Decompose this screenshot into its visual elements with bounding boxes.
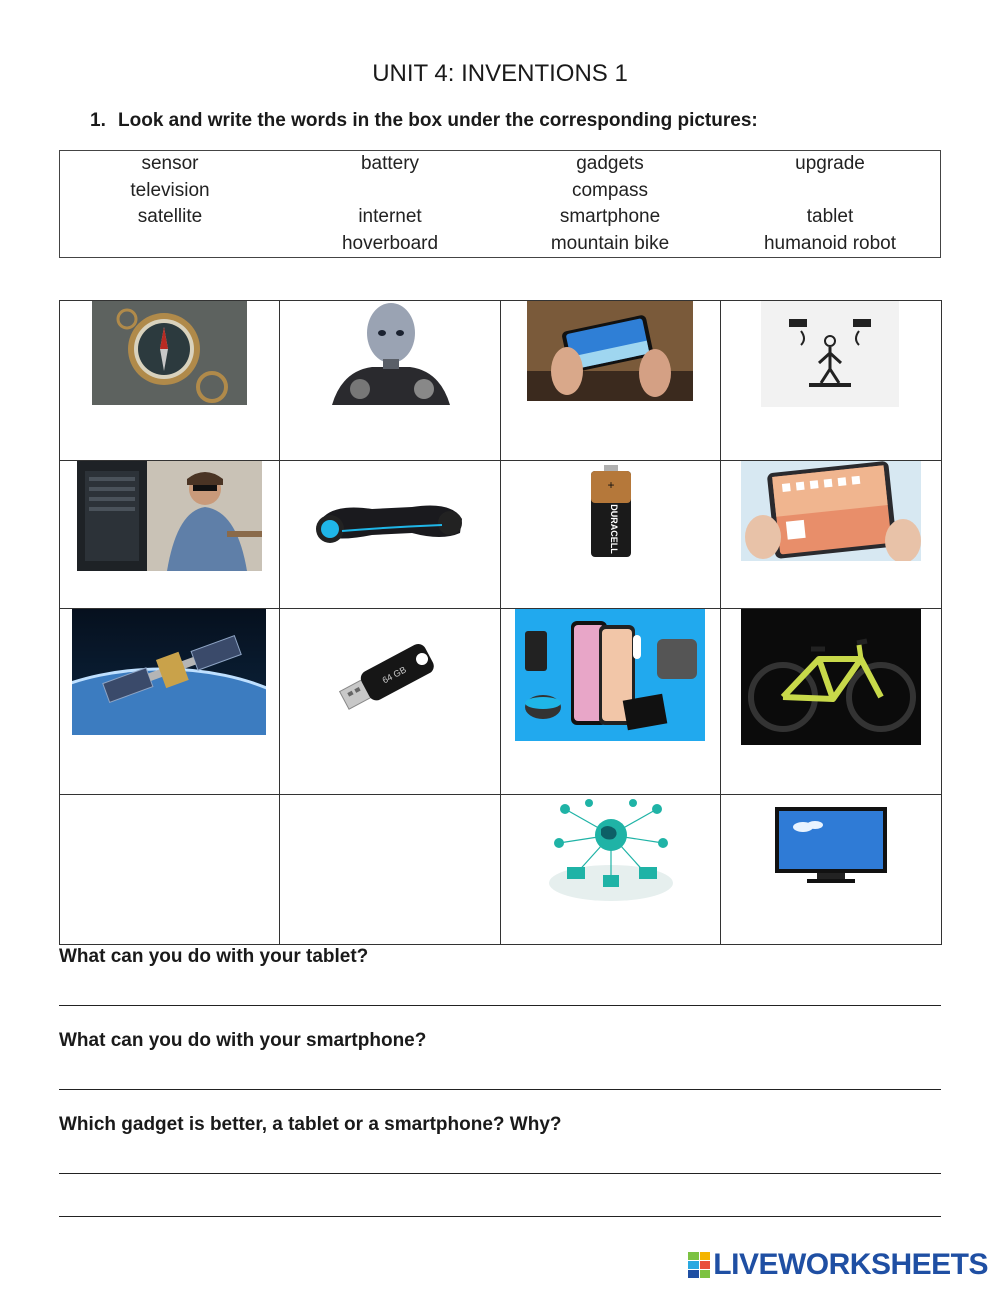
- picture-row: [60, 461, 942, 609]
- word: smartphone: [559, 206, 661, 228]
- picture-cell[interactable]: [721, 301, 942, 461]
- satellite-image: [72, 609, 266, 735]
- instruction-number: 1.: [90, 110, 106, 131]
- picture-row: [60, 795, 942, 945]
- mountain-bike-image: [741, 609, 921, 745]
- page-title: UNIT 4: INVENTIONS 1: [372, 60, 628, 87]
- question-3: Which gadget is better, a tablet or a smartphone? Why?: [59, 1114, 562, 1135]
- instruction: [90, 110, 758, 132]
- picture-cell[interactable]: [280, 795, 501, 945]
- word-row: [60, 151, 940, 178]
- humanoid-robot-image: [312, 301, 470, 405]
- word-box: [59, 150, 941, 258]
- word: tablet: [806, 206, 854, 228]
- word: internet: [358, 206, 422, 228]
- internet-image: [545, 797, 677, 905]
- word: upgrade: [795, 153, 865, 175]
- picture-cell[interactable]: [721, 609, 942, 795]
- hoverboard-image: [312, 489, 467, 551]
- picture-row: [60, 609, 942, 795]
- gadgets-image: [515, 609, 705, 741]
- svg-text:+: +: [607, 478, 615, 492]
- word: sensor: [141, 153, 199, 175]
- picture-cell[interactable]: [60, 609, 280, 795]
- word-row: [60, 178, 940, 205]
- answer-line-2[interactable]: [59, 1089, 941, 1090]
- television-image: [773, 805, 889, 887]
- picture-cell[interactable]: [60, 461, 280, 609]
- picture-cell[interactable]: [60, 795, 280, 945]
- word: hoverboard: [341, 232, 439, 254]
- word-row: [60, 231, 940, 258]
- word: mountain bike: [550, 232, 670, 254]
- compass-image: [92, 301, 247, 405]
- battery-image: [589, 463, 633, 559]
- picture-cell[interactable]: [280, 301, 501, 461]
- usb-drive-image: [332, 623, 450, 727]
- smartphone-image: [527, 301, 693, 401]
- picture-cell[interactable]: [280, 461, 501, 609]
- sensor-image: [761, 301, 899, 407]
- answer-line-3a[interactable]: [59, 1173, 941, 1174]
- usb-label: 64 GB: [380, 664, 408, 686]
- upgrade-image: [77, 461, 262, 571]
- word: gadgets: [576, 153, 644, 175]
- picture-cell[interactable]: [501, 795, 721, 945]
- picture-row: [60, 301, 942, 461]
- question-2: What can you do with your smartphone?: [59, 1030, 427, 1051]
- picture-cell[interactable]: [721, 795, 942, 945]
- battery-brand: DURACELL: [609, 504, 619, 554]
- answer-line-3b[interactable]: [59, 1216, 941, 1217]
- logo-icon: [688, 1252, 710, 1278]
- picture-cell[interactable]: [280, 609, 501, 795]
- question-1: What can you do with your tablet?: [59, 946, 369, 967]
- picture-cell[interactable]: [721, 461, 942, 609]
- logo-text: LIVEWORKSHEETS: [713, 1248, 988, 1281]
- picture-grid: [59, 300, 942, 945]
- picture-cell[interactable]: [501, 301, 721, 461]
- word: compass: [571, 179, 649, 201]
- answer-line-1[interactable]: [59, 1005, 941, 1006]
- tablet-image: [741, 461, 921, 561]
- picture-cell[interactable]: [501, 609, 721, 795]
- word: satellite: [137, 206, 203, 228]
- word: humanoid robot: [763, 232, 897, 254]
- word-row: [60, 204, 940, 231]
- word: television: [130, 179, 210, 201]
- liveworksheets-logo: [688, 1248, 988, 1282]
- instruction-text: Look and write the words in the box under the corresponding pictures:: [118, 110, 758, 131]
- picture-cell[interactable]: [60, 301, 280, 461]
- picture-cell[interactable]: [501, 461, 721, 609]
- word: battery: [360, 153, 420, 175]
